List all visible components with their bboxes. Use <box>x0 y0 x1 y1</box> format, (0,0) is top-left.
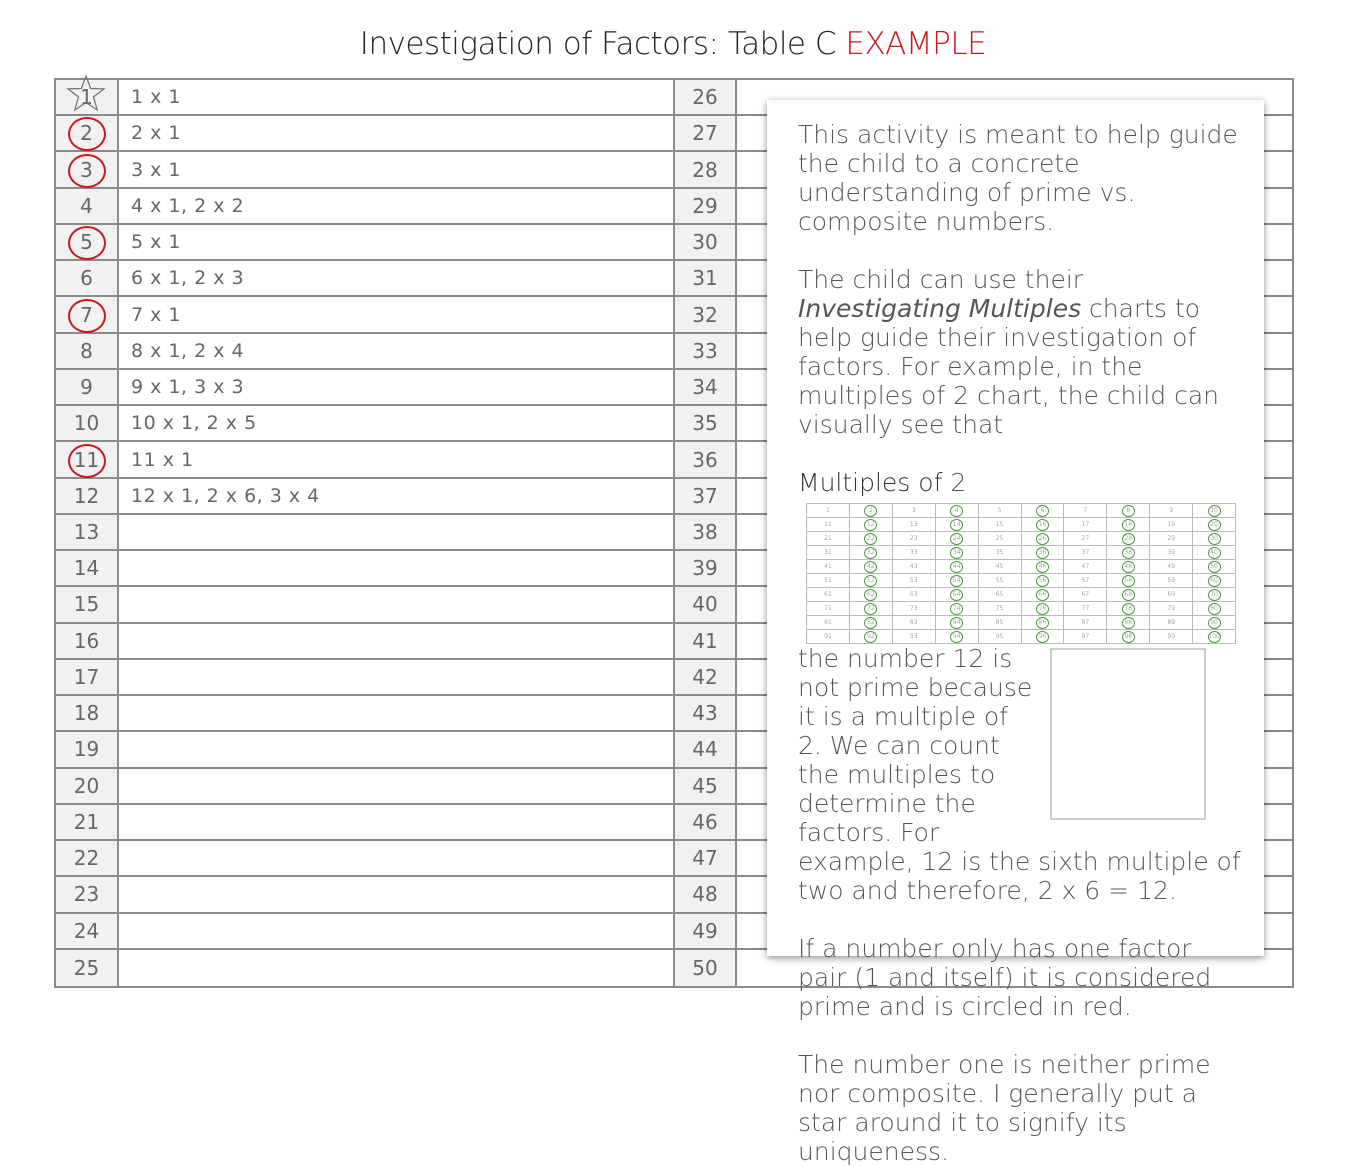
number-cell: 33 <box>675 334 737 368</box>
multiples-grid-cell: 42 <box>850 560 893 574</box>
multiples-grid-cell: 49 <box>1150 560 1193 574</box>
multiples-grid-cell: 28 <box>1107 532 1150 546</box>
number-cell: 18 <box>56 696 119 730</box>
number-cell: 12 <box>56 479 119 513</box>
number-cell: 10 <box>56 406 119 440</box>
multiples-grid-cell: 96 <box>1022 630 1065 644</box>
multiples-grid-cell: 3 <box>893 504 936 518</box>
number-cell: 6 <box>56 261 119 295</box>
multiples-grid-cell: 68 <box>1107 588 1150 602</box>
number-cell: 37 <box>675 479 737 513</box>
number-cell: 15 <box>56 587 119 621</box>
multiples-grid-cell: 79 <box>1150 602 1193 616</box>
factors-cell[interactable] <box>119 769 675 803</box>
multiples-grid-cell: 66 <box>1022 588 1065 602</box>
multiples-grid-cell: 27 <box>1064 532 1107 546</box>
factors-cell[interactable]: 12 x 1, 2 x 6, 3 x 4 <box>119 479 675 513</box>
multiples-grid-cell: 22 <box>850 532 893 546</box>
multiples-grid-cell: 32 <box>850 546 893 560</box>
multiples-grid-cell: 19 <box>1150 518 1193 532</box>
factors-cell[interactable] <box>119 732 675 766</box>
factors-cell[interactable] <box>119 914 675 948</box>
multiples-grid-cell: 34 <box>936 546 979 560</box>
multiples-grid-cell: 18 <box>1107 518 1150 532</box>
number-cell: 7 <box>56 297 119 331</box>
multiples-grid-cell: 84 <box>936 616 979 630</box>
number-cell: 42 <box>675 660 737 694</box>
number-cell: 9 <box>56 370 119 404</box>
multiples-grid-cell: 69 <box>1150 588 1193 602</box>
multiples-grid-cell: 91 <box>807 630 850 644</box>
multiples-grid-cell: 70 <box>1193 588 1236 602</box>
multiples-grid-cell: 38 <box>1107 546 1150 560</box>
multiples-grid-cell: 44 <box>936 560 979 574</box>
number-cell: 27 <box>675 116 737 150</box>
number-cell: 23 <box>56 877 119 911</box>
number-cell: 44 <box>675 732 737 766</box>
factors-cell[interactable]: 3 x 1 <box>119 152 675 186</box>
number-cell: 17 <box>56 660 119 694</box>
number-cell: 20 <box>56 769 119 803</box>
multiples-grid-cell: 31 <box>807 546 850 560</box>
investigating-multiples-title: Investigating Multiples <box>798 294 1082 323</box>
multiples-grid-cell: 100 <box>1193 630 1236 644</box>
number-cell: 13 <box>56 515 119 549</box>
number-cell: 30 <box>675 225 737 259</box>
multiples-grid-cell: 72 <box>850 602 893 616</box>
number-cell: 4 <box>56 189 119 223</box>
number-cell: 35 <box>675 406 737 440</box>
note-paragraph-4: The number one is neither prime nor composite. I generally put a star around it to signify its uniqueness. <box>798 1050 1211 1166</box>
multiples-grid-cell: 99 <box>1150 630 1193 644</box>
multiples-grid-cell: 52 <box>850 574 893 588</box>
number-cell: 39 <box>675 551 737 585</box>
multiples-grid-cell: 48 <box>1107 560 1150 574</box>
factors-cell[interactable]: 8 x 1, 2 x 4 <box>119 334 675 368</box>
multiples-grid-cell: 25 <box>979 532 1022 546</box>
multiples-grid-cell: 83 <box>893 616 936 630</box>
number-cell: 3 <box>56 152 119 186</box>
multiples-grid-cell: 6 <box>1022 504 1065 518</box>
factors-cell[interactable] <box>119 624 675 658</box>
number-cell: 31 <box>675 261 737 295</box>
factors-cell[interactable] <box>119 696 675 730</box>
number-cell: 41 <box>675 624 737 658</box>
multiples-grid-cell: 21 <box>807 532 850 546</box>
multiples-grid-cell: 74 <box>936 602 979 616</box>
factors-cell[interactable] <box>119 551 675 585</box>
multiples-grid-cell: 54 <box>936 574 979 588</box>
number-cell: 29 <box>675 189 737 223</box>
number-cell: 25 <box>56 950 119 986</box>
multiples-grid-cell: 7 <box>1064 504 1107 518</box>
multiples-grid-cell: 41 <box>807 560 850 574</box>
multiples-grid-cell: 10 <box>1193 504 1236 518</box>
number-cell: 49 <box>675 914 737 948</box>
page-title <box>0 26 1346 62</box>
multiples-grid-cell: 14 <box>936 518 979 532</box>
number-cell: 8 <box>56 334 119 368</box>
multiples-grid-cell: 23 <box>893 532 936 546</box>
factors-cell[interactable] <box>119 805 675 839</box>
multiples-grid-cell: 59 <box>1150 574 1193 588</box>
multiples-grid-cell: 58 <box>1107 574 1150 588</box>
multiples-grid-cell: 62 <box>850 588 893 602</box>
number-cell: 19 <box>56 732 119 766</box>
multiples-grid-cell: 36 <box>1022 546 1065 560</box>
number-cell: 22 <box>56 841 119 875</box>
factors-cell[interactable]: 5 x 1 <box>119 225 675 259</box>
multiples-grid-cell: 71 <box>807 602 850 616</box>
multiples-grid-cell: 76 <box>1022 602 1065 616</box>
multiples-grid-cell: 5 <box>979 504 1022 518</box>
multiples-grid-cell: 93 <box>893 630 936 644</box>
number-cell: 46 <box>675 805 737 839</box>
multiples-grid-cell: 35 <box>979 546 1022 560</box>
multiples-grid-cell: 4 <box>936 504 979 518</box>
number-cell: 2 <box>56 116 119 150</box>
multiples-grid-cell: 94 <box>936 630 979 644</box>
multiples-grid-cell: 97 <box>1064 630 1107 644</box>
number-cell: 47 <box>675 841 737 875</box>
multiples-grid-cell: 24 <box>936 532 979 546</box>
number-cell: 1 <box>56 80 119 114</box>
multiples-grid-cell: 77 <box>1064 602 1107 616</box>
multiples-grid-cell: 53 <box>893 574 936 588</box>
multiples-of-2-chart <box>1050 648 1206 820</box>
multiples-grid-cell: 40 <box>1193 546 1236 560</box>
multiples-grid-cell: 63 <box>893 588 936 602</box>
title-main: Investigation of Factors: Table C <box>359 26 846 62</box>
multiples-grid-cell: 50 <box>1193 560 1236 574</box>
multiples-grid-cell: 81 <box>807 616 850 630</box>
multiples-grid-cell: 45 <box>979 560 1022 574</box>
note-paragraph-1: This activity is meant to help guide the child to a concrete understanding of prime vs. composite numbers. <box>798 120 1238 236</box>
factors-cell[interactable]: 11 x 1 <box>119 442 675 476</box>
multiples-grid-cell: 80 <box>1193 602 1236 616</box>
factors-cell[interactable]: 1 x 1 <box>119 80 675 114</box>
factors-cell[interactable] <box>119 841 675 875</box>
multiples-grid-cell: 26 <box>1022 532 1065 546</box>
multiples-grid-cell: 73 <box>893 602 936 616</box>
multiples-grid-cell: 37 <box>1064 546 1107 560</box>
multiples-grid-cell: 20 <box>1193 518 1236 532</box>
number-cell: 40 <box>675 587 737 621</box>
number-cell: 32 <box>675 297 737 331</box>
number-cell: 45 <box>675 769 737 803</box>
multiples-grid-cell: 43 <box>893 560 936 574</box>
multiples-grid-cell: 89 <box>1150 616 1193 630</box>
factors-cell[interactable] <box>119 877 675 911</box>
multiples-grid-cell: 1 <box>807 504 850 518</box>
multiples-grid-cell: 67 <box>1064 588 1107 602</box>
multiples-grid-cell: 29 <box>1150 532 1193 546</box>
multiples-grid-cell: 75 <box>979 602 1022 616</box>
multiples-grid-cell: 92 <box>850 630 893 644</box>
factors-cell[interactable] <box>119 515 675 549</box>
number-cell: 14 <box>56 551 119 585</box>
multiples-grid-cell: 88 <box>1107 616 1150 630</box>
factors-cell[interactable] <box>119 587 675 621</box>
multiples-grid-cell: 95 <box>979 630 1022 644</box>
factors-cell[interactable]: 7 x 1 <box>119 297 675 331</box>
multiples-grid-cell: 8 <box>1107 504 1150 518</box>
multiples-grid <box>806 503 1236 644</box>
multiples-grid-cell: 12 <box>850 518 893 532</box>
note-paragraph-2: The child can use their Investigating Multiples charts to help guide their investigation of factors. For example, in the multiples of 2 chart, the child can visually see that <box>798 265 1220 439</box>
multiples-grid-cell: 82 <box>850 616 893 630</box>
factors-cell[interactable] <box>119 950 675 986</box>
multiples-grid-cell: 87 <box>1064 616 1107 630</box>
multiples-grid-cell: 47 <box>1064 560 1107 574</box>
multiples-grid-cell: 13 <box>893 518 936 532</box>
number-cell: 48 <box>675 877 737 911</box>
multiples-grid-cell: 16 <box>1022 518 1065 532</box>
note-paragraph-3: If a number only has one factor pair (1 and itself) it is considered prime and is circled in red. <box>798 934 1212 1021</box>
multiples-grid-cell: 78 <box>1107 602 1150 616</box>
multiples-grid-cell: 85 <box>979 616 1022 630</box>
number-cell: 24 <box>56 914 119 948</box>
number-cell: 38 <box>675 515 737 549</box>
factors-cell[interactable] <box>119 660 675 694</box>
multiples-grid-cell: 65 <box>979 588 1022 602</box>
multiples-grid-cell: 17 <box>1064 518 1107 532</box>
multiples-grid-cell: 61 <box>807 588 850 602</box>
number-cell: 11 <box>56 442 119 476</box>
number-cell: 50 <box>675 950 737 986</box>
multiples-grid-cell: 51 <box>807 574 850 588</box>
number-cell: 26 <box>675 80 737 114</box>
number-cell: 28 <box>675 152 737 186</box>
multiples-grid-cell: 33 <box>893 546 936 560</box>
multiples-grid-cell: 64 <box>936 588 979 602</box>
mini-chart-title: Multiples of 2 <box>798 468 967 497</box>
multiples-grid-cell: 39 <box>1150 546 1193 560</box>
instruction-note: This activity is meant to help guide the child to a concrete understanding of prime vs. composite numbers. The child can use their Investigating Multiples charts to help guide their investigation of factors. For example, in the multiples of 2 chart, the child can visually see that Multiples of 2 1 2 3 4 5 6 7 8 9 10 11 12 13 14 15 16 17 18 19 20 21 22 23 24 25 26 27 28 29 30 31 32 33 34 35 36 37 38 39 40 41 42 43 44 45 46 47 48 49 50 51 52 53 54 55 56 57 58 59 60 61 62 63 64 65 66 67 68 69 70 71 72 73 74 75 76 77 78 79 80 81 82 83 84 85 86 87 88 89 90 91 92 93 94 95 96 97 98 99 100 the number 12 is not prime because it is a multiple of 2. We can count the multiples to determine the factors. For example, 12 is the sixth multiple of two and therefore, 2 x 6 = 12. If a number only has one factor pair (1 and itself) it is considered prime and is circled in red. The number one is neither prime nor composite. I generally put a star around it to signify its uniqueness. <box>767 100 1264 956</box>
factors-cell[interactable]: 6 x 1, 2 x 3 <box>119 261 675 295</box>
multiples-grid-cell: 57 <box>1064 574 1107 588</box>
number-cell: 34 <box>675 370 737 404</box>
number-cell: 43 <box>675 696 737 730</box>
multiples-grid-cell: 86 <box>1022 616 1065 630</box>
multiples-grid-cell: 11 <box>807 518 850 532</box>
multiples-grid-cell: 90 <box>1193 616 1236 630</box>
multiples-grid-cell: 46 <box>1022 560 1065 574</box>
factors-cell[interactable]: 9 x 1, 3 x 3 <box>119 370 675 404</box>
factors-cell[interactable]: 2 x 1 <box>119 116 675 150</box>
multiples-grid-cell: 15 <box>979 518 1022 532</box>
factors-cell[interactable]: 10 x 1, 2 x 5 <box>119 406 675 440</box>
number-cell: 21 <box>56 805 119 839</box>
multiples-grid-cell: 2 <box>850 504 893 518</box>
number-cell: 36 <box>675 442 737 476</box>
multiples-grid-cell: 60 <box>1193 574 1236 588</box>
multiples-grid-cell: 98 <box>1107 630 1150 644</box>
multiples-grid-cell: 55 <box>979 574 1022 588</box>
number-cell: 5 <box>56 225 119 259</box>
title-example-label: EXAMPLE <box>845 26 987 62</box>
factors-cell[interactable]: 4 x 1, 2 x 2 <box>119 189 675 223</box>
number-cell: 16 <box>56 624 119 658</box>
multiples-grid-cell: 9 <box>1150 504 1193 518</box>
multiples-grid-cell: 30 <box>1193 532 1236 546</box>
multiples-grid-cell: 56 <box>1022 574 1065 588</box>
